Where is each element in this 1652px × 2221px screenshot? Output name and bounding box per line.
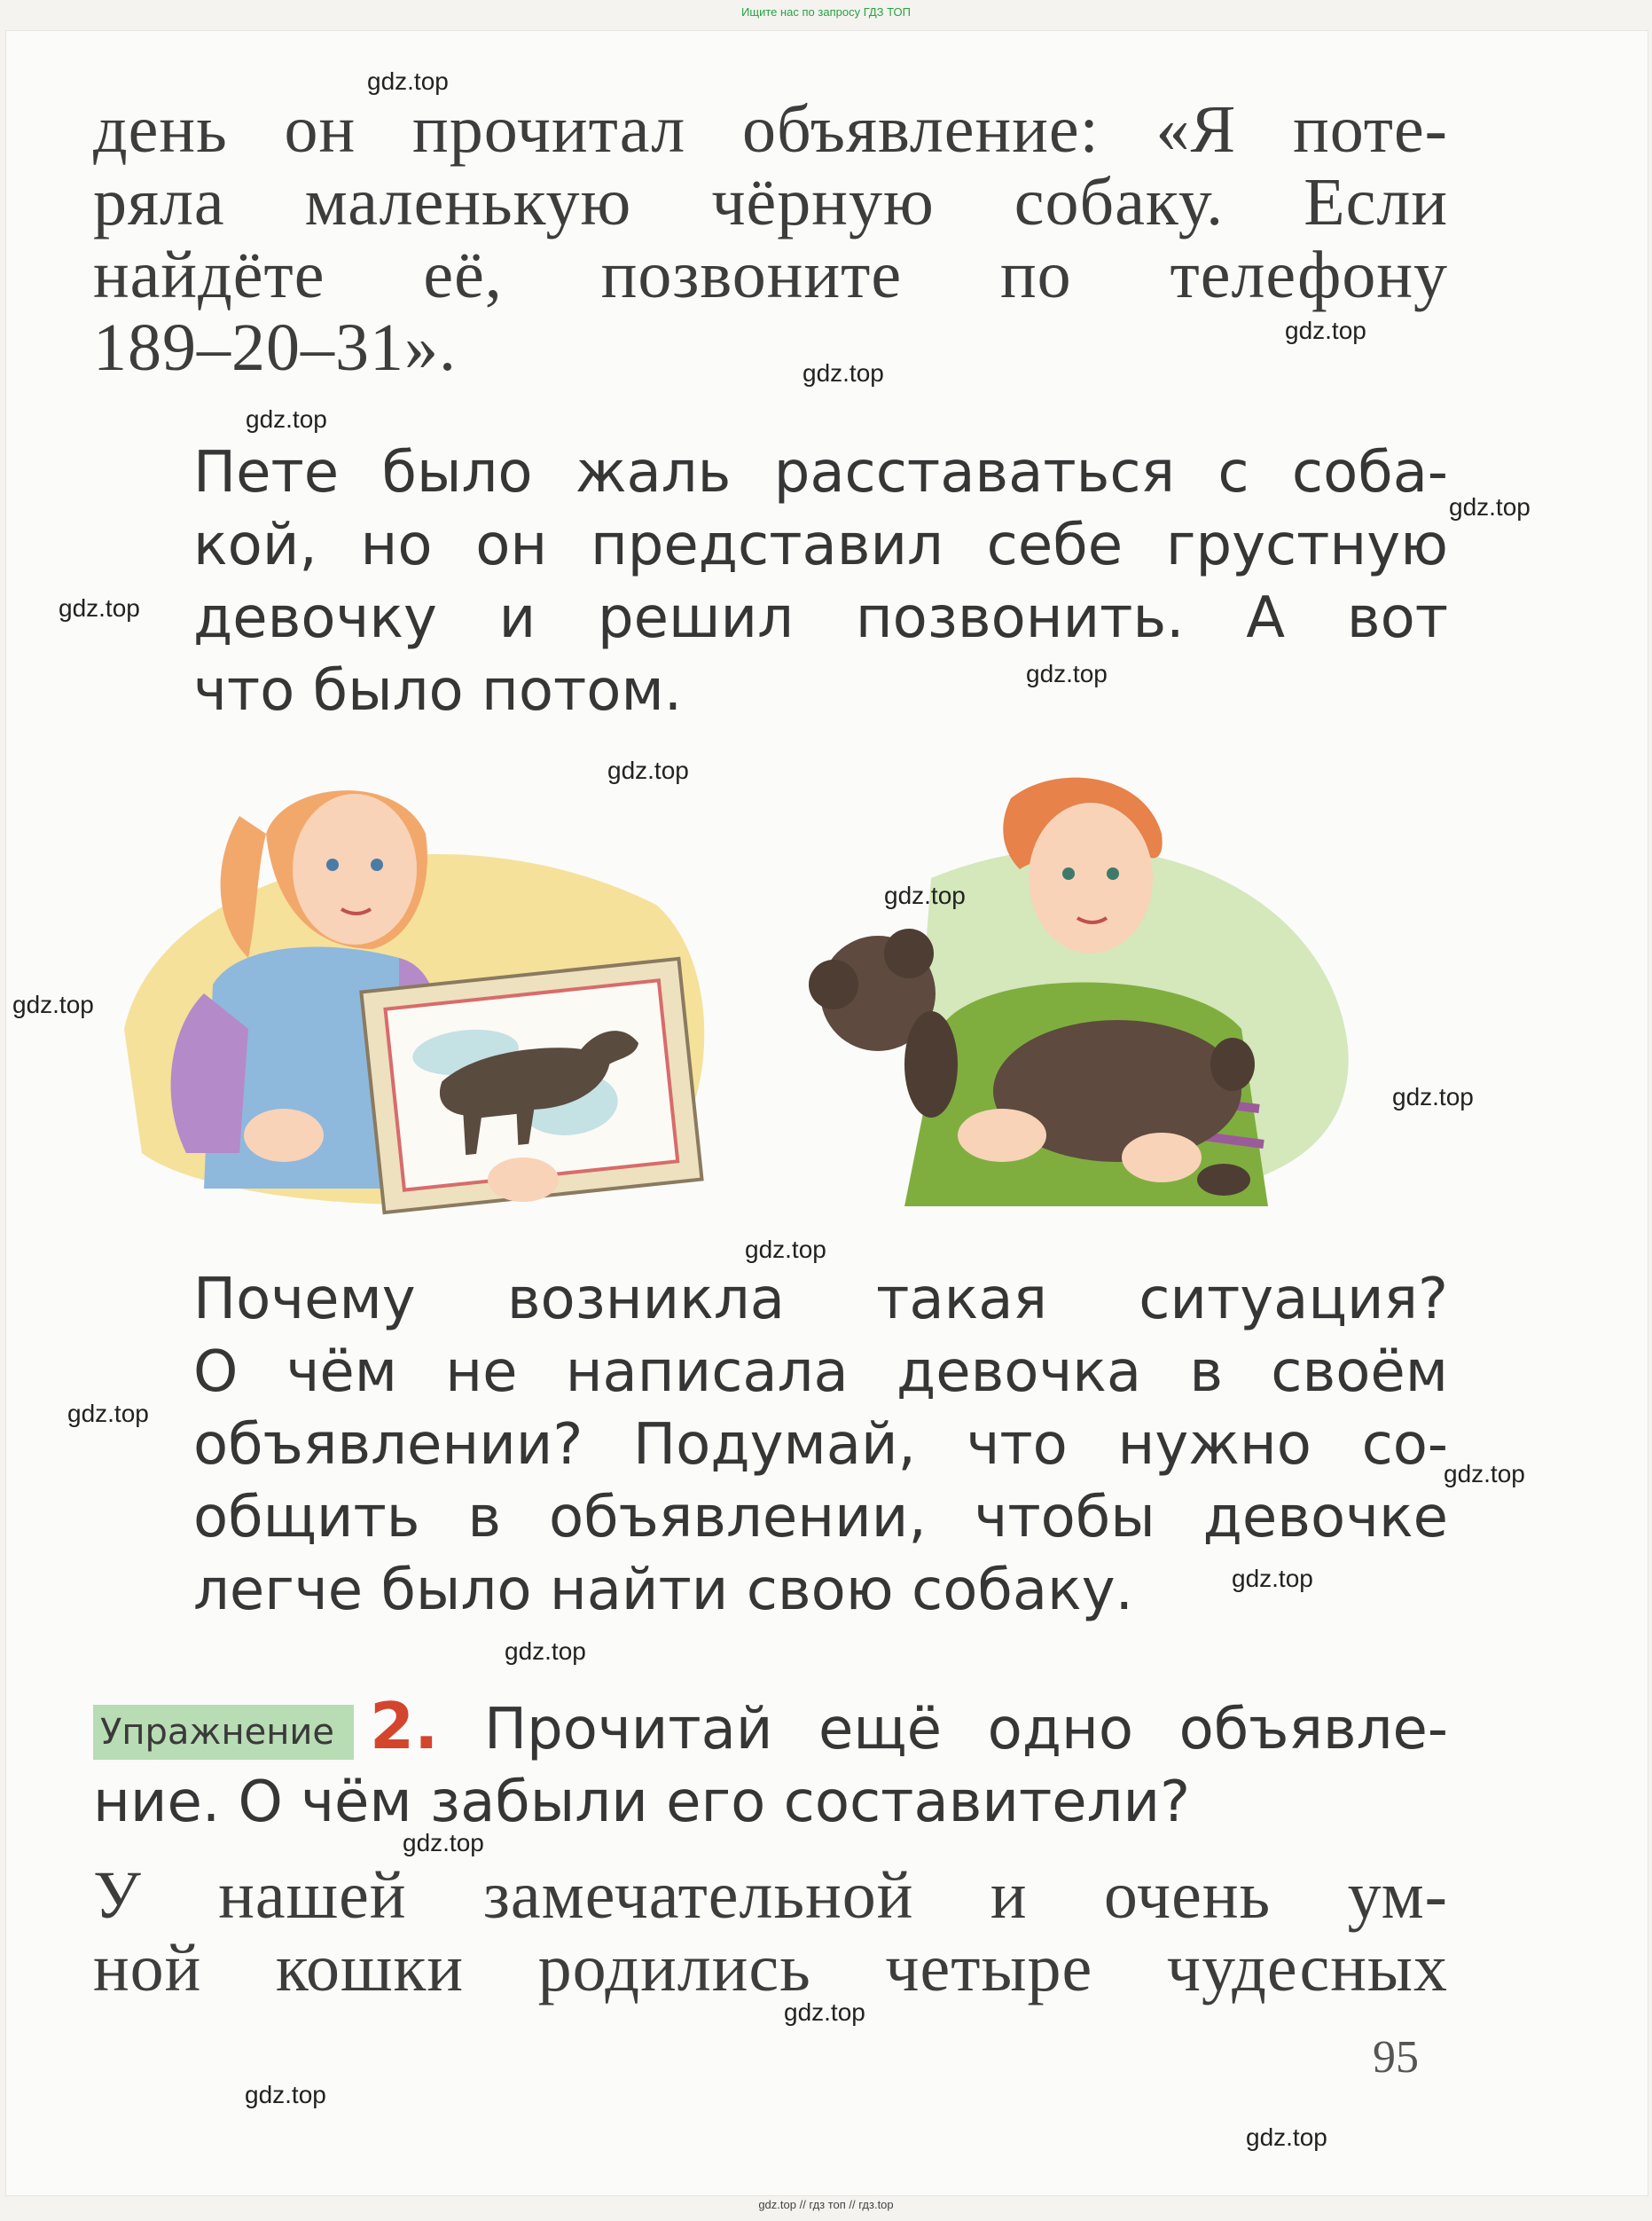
watermark: gdz.top — [403, 1829, 484, 1856]
exercise-label: Упражнение — [93, 1705, 354, 1760]
text-line: Пете было жаль расставаться с соба- — [193, 440, 1448, 506]
watermark: gdz.top — [745, 1236, 826, 1263]
watermark: gdz.top — [884, 882, 966, 909]
watermark: gdz.top — [607, 757, 689, 784]
text-line: Почему возникла такая ситуация? — [193, 1267, 1448, 1332]
watermark: gdz.top — [1246, 2123, 1327, 2151]
text-line: О чём не написала девочка в своём — [193, 1339, 1448, 1405]
text-line: ной кошки родились четыре чудесных — [93, 1931, 1448, 2005]
watermark: gdz.top — [245, 2081, 326, 2108]
watermark: gdz.top — [1232, 1565, 1313, 1592]
exercise-number: 2. — [369, 1689, 439, 1763]
text-line: кой, но он представил себе грустную — [193, 513, 1448, 578]
exercise-2 — [93, 1690, 1448, 1839]
text-line: что было потом. — [193, 658, 683, 724]
paragraph-cat — [93, 1859, 1448, 2005]
paragraph-petya — [193, 436, 1448, 727]
text-line: У нашей замечательной и очень ум- — [93, 1858, 1448, 1933]
watermark: gdz.top — [1392, 1083, 1474, 1110]
bottom-banner[interactable]: gdz.top // гдз топ // гдз.top — [758, 2198, 894, 2211]
text-line: 189–20–31». — [93, 310, 457, 385]
text-line: ряла маленькую чёрную собаку. Если — [93, 165, 1448, 239]
illustration-girl-boy-dogs — [106, 763, 1366, 1224]
text-line: девочку и решил позвонить. А вот — [193, 585, 1448, 651]
exercise-line — [93, 1690, 1448, 1766]
watermark: gdz.top — [1449, 493, 1531, 521]
watermark: gdz.top — [59, 594, 140, 622]
exercise-text: Прочитай ещё одно объявле- — [484, 1697, 1449, 1762]
watermark: gdz.top — [784, 1998, 865, 2026]
watermark: gdz.top — [1026, 660, 1108, 687]
top-banner[interactable]: Ищите нас по запросу ГДЗ ТОП — [741, 5, 911, 19]
watermark: gdz.top — [246, 405, 327, 433]
watermark: gdz.top — [505, 1637, 586, 1665]
text-line: общить в объявлении, чтобы девочке — [193, 1485, 1448, 1550]
text-line: легче было найти свою собаку. — [193, 1558, 1133, 1623]
text-line: объявлении? Подумай, что нужно со- — [193, 1412, 1448, 1478]
text-line: день он прочитал объявление: «Я поте- — [93, 92, 1448, 167]
watermark: gdz.top — [67, 1400, 149, 1427]
text-line: найдёте её, позвоните по телефону — [93, 238, 1448, 312]
watermark: gdz.top — [367, 67, 449, 95]
watermark: gdz.top — [803, 359, 884, 387]
watermark: gdz.top — [1444, 1460, 1525, 1487]
exercise-line: ние. О чём забыли его составители? — [93, 1770, 1191, 1835]
page-number: 95 — [1373, 2032, 1419, 2083]
watermark: gdz.top — [1285, 317, 1366, 344]
watermark: gdz.top — [12, 991, 94, 1018]
paragraph-announcement — [93, 93, 1448, 384]
